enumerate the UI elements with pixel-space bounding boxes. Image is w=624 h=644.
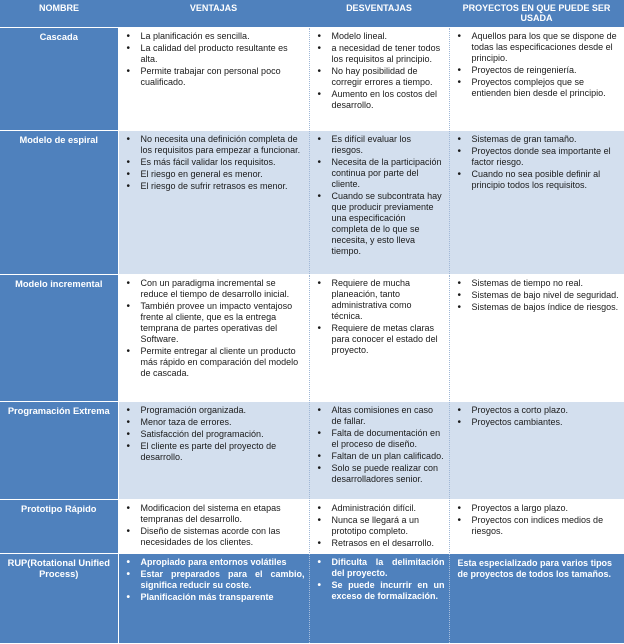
list-item: • Permite entregar al cliente un producto más rápido en comparación del modelo de cascada. — [127, 346, 305, 379]
ventajas-list — [119, 554, 309, 607]
list-item: • Sistemas de tiempo no real. — [458, 278, 620, 289]
list-item: • La planificación es sencilla. — [127, 31, 305, 42]
row-incremental — [0, 275, 624, 402]
list-item: • Aquellos para los que se dispone de todas las especificaciones desde el principio. — [458, 31, 620, 64]
desventajas-list — [310, 275, 449, 360]
row-cascada — [0, 28, 624, 131]
list-item: • Sistemas de gran tamaño. — [458, 134, 620, 145]
proyectos-text: Esta especializado para varios tipos de proyectos de todos los tamaños. — [457, 558, 613, 579]
row-prototipo — [0, 500, 624, 554]
row-name: Modelo incremental — [0, 275, 118, 402]
ventajas-list — [119, 500, 309, 552]
list-item: • Altas comisiones en caso de fallar. — [318, 405, 445, 427]
list-item: • Menor taza de errores. — [127, 417, 305, 428]
list-item: • Administración difícil. — [318, 503, 445, 514]
list-item: • Permite trabajar con personal poco cualificado. — [127, 66, 305, 88]
list-item: • Proyectos complejos que se entienden bien desde el principio. — [458, 77, 620, 99]
list-item: • Proyectos con indices medios de riesgos. — [458, 515, 620, 537]
list-item: • Faltan de un plan calificado. — [318, 451, 445, 462]
list-item: • No hay posibilidad de corregir errores a tiempo. — [318, 66, 445, 88]
list-item: • Proyectos de reingeniería. — [458, 65, 620, 76]
list-item: • Con un paradigma incremental se reduce el tiempo de desarrollo inicial. — [127, 278, 305, 300]
header-nombre: NOMBRE — [0, 0, 118, 28]
list-item: • Modificacion del sistema en etapas tempranas del desarrollo. — [127, 503, 305, 525]
list-item: • La calidad del producto resultante es alta. — [127, 43, 305, 65]
list-item: • Programación organizada. — [127, 405, 305, 416]
list-item: • Retrasos en el desarrollo. — [318, 538, 445, 549]
desventajas-list — [310, 131, 449, 261]
list-item: • También provee un impacto ventajoso frente al cliente, que es la entrega temprana de partes operativas del Software. — [127, 301, 305, 345]
list-item: • Dificulta la delimitación del proyecto. — [318, 557, 445, 579]
header-row — [0, 0, 624, 28]
list-item: • Necesita de la participación continua por parte del cliente. — [318, 157, 445, 190]
list-item: • Falta de documentación en el proceso de diseño. — [318, 428, 445, 450]
list-item: • Se puede incurrir en un exceso de formalización. — [318, 580, 445, 602]
row-name: Programación Extrema — [0, 402, 118, 500]
desventajas-list — [310, 554, 449, 606]
list-item: • Es más fácil validar los requisitos. — [127, 157, 305, 168]
proyectos-list — [450, 275, 624, 317]
list-item: • Nunca se llegará a un prototipo completo. — [318, 515, 445, 537]
list-item: • Sistemas de bajo nivel de seguridad. — [458, 290, 620, 301]
row-name: RUP(Rotational Unified Process) — [0, 554, 118, 644]
list-item: • Proyectos cambiantes. — [458, 417, 620, 428]
header-proyectos: PROYECTOS EN QUE PUEDE SER USADA — [449, 0, 624, 28]
list-item: • Cuando no sea posible definir al principio todos los requisitos. — [458, 169, 620, 191]
list-item: • a necesidad de tener todos los requisitos al principio. — [318, 43, 445, 65]
list-item: • Proyectos donde sea importante el factor riesgo. — [458, 146, 620, 168]
list-item: • Planificación más transparente — [127, 592, 305, 603]
list-item: • Cuando se subcontrata hay que producir previamente una especificación completa de lo que se necesita, y esto lleva tiempo. — [318, 191, 445, 257]
proyectos-list — [450, 131, 624, 195]
list-item: • Proyectos a corto plazo. — [458, 405, 620, 416]
header-ventajas: VENTAJAS — [118, 0, 309, 28]
row-name: Prototipo Rápido — [0, 500, 118, 554]
row-xp — [0, 402, 624, 500]
list-item: • Diseño de sistemas acorde con las necesidades de los clientes. — [127, 526, 305, 548]
row-name: Cascada — [0, 28, 118, 131]
list-item: • No necesita una definición completa de los requisitos para empezar a funcionar. — [127, 134, 305, 156]
proyectos-list — [450, 28, 624, 103]
list-item: • Solo se puede realizar con desarrolladores senior. — [318, 463, 445, 485]
ventajas-list — [119, 131, 309, 196]
list-item: • Requiere de mucha planeación, tanto administrativa como técnica. — [318, 278, 445, 322]
list-item: • Requiere de metas claras para conocer el estado del proyecto. — [318, 323, 445, 356]
list-item: • El cliente es parte del proyecto de desarrollo. — [127, 441, 305, 463]
row-name: Modelo de espiral — [0, 131, 118, 275]
proyectos-list — [450, 500, 624, 541]
desventajas-list — [310, 402, 449, 489]
list-item: • Apropiado para entornos volátiles — [127, 557, 305, 568]
proyectos-list — [450, 402, 624, 432]
ventajas-list — [119, 28, 309, 92]
list-item: • Es difícil evaluar los riesgos. — [318, 134, 445, 156]
header-desventajas: DESVENTAJAS — [309, 0, 449, 28]
desventajas-list — [310, 500, 449, 553]
list-item: • Proyectos a largo plazo. — [458, 503, 620, 514]
list-item: • Estar preparados para el cambio, significa reducir su coste. — [127, 569, 305, 591]
desventajas-list — [310, 28, 449, 115]
row-espiral — [0, 131, 624, 275]
row-rup — [0, 554, 624, 644]
list-item: • El riesgo de sufrir retrasos es menor. — [127, 181, 305, 192]
list-item: • Satisfacción del programación. — [127, 429, 305, 440]
list-item: • Sistemas de bajos índice de riesgos. — [458, 302, 620, 313]
list-item: • Modelo lineal. — [318, 31, 445, 42]
ventajas-list — [119, 402, 309, 467]
ventajas-list — [119, 275, 309, 383]
list-item: • El riesgo en general es menor. — [127, 169, 305, 180]
list-item: • Aumento en los costos del desarrollo. — [318, 89, 445, 111]
